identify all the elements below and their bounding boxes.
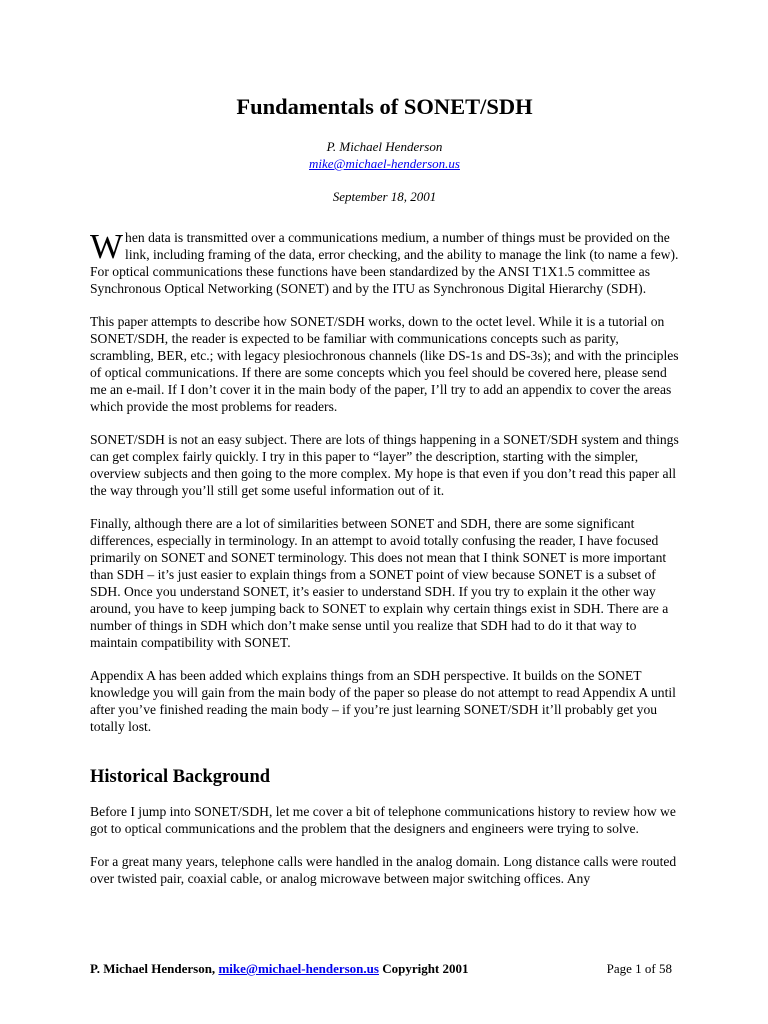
author-name: P. Michael Henderson bbox=[326, 139, 443, 154]
body-paragraph: Finally, although there are a lot of similarities between SONET and SDH, there are some significant differences, especially in terminology. In an attempt to avoid totally confusing the reader, I have focused primarily on SONET and SONET terminology. This does not mean that I think SONET is more important than SDH – it’s just easier to explain things from a SONET point of view because SONET is a subset of SDH. Once you understand SONET, it’s easier to understand SDH. If you try to explain it the other way around, you have to keep jumping back to SONET to explain why certain things exist in SDH. There are a number of things in SDH which don’t make sense until you realize that SDH had to do it that way to maintain compatibility with SONET. bbox=[90, 516, 669, 650]
author-email-link[interactable]: mike@michael-henderson.us bbox=[309, 156, 460, 171]
footer-email-link[interactable]: mike@michael-henderson.us bbox=[218, 961, 379, 976]
footer-left bbox=[90, 960, 469, 977]
section-paragraph: Before I jump into SONET/SDH, let me cover a bit of telephone communications history to review how we got to optical communications and the problem that the designers and engineers were trying to solve. bbox=[90, 804, 676, 836]
body-paragraph: This paper attempts to describe how SONET/SDH works, down to the octet level. While it is a tutorial on SONET/SDH, the reader is expected to be familiar with communications concepts such as parity, scrambling, BER, etc.; with legacy plesiochronous channels (like DS-1s and DS-3s); and with the principles of optical communications. If there are some concepts which you feel should be covered here, please send me an e-mail. If I don’t cover it in the main body of the paper, I’ll try to add an appendix to cover the areas which provide the most problems for readers. bbox=[90, 314, 679, 414]
section-paragraph: For a great many years, telephone calls were handled in the analog domain. Long distance calls were routed over twisted pair, coaxial cable, or analog microwave between major switching offices. Any bbox=[90, 854, 677, 886]
drop-cap: W bbox=[90, 227, 124, 266]
intro-paragraph bbox=[90, 229, 679, 297]
page-number: Page 1 of 58 bbox=[606, 961, 672, 976]
section-heading: Historical Background bbox=[90, 767, 271, 787]
body-paragraph: Appendix A has been added which explains things from an SDH perspective. It builds on the SONET knowledge you will gain from the main body of the paper so please do not attempt to read Appendix A until after you’ve finished reading the main body – if you’re just learning SONET/SDH it’ll probably get you totally lost. bbox=[90, 668, 676, 734]
intro-text: hen data is transmitted over a communications medium, a number of things must be provided on the link, including framing of the data, error checking, and the ability to manage the link (to name a few). For optical communications these functions have been standardized by the ANSI T1X1.5 committee as Synchronous Optical Networking (SONET) and by the ITU as Synchronous Digital Hierarchy (SDH). bbox=[90, 230, 679, 296]
footer-copyright: Copyright 2001 bbox=[382, 961, 469, 976]
document-title: Fundamentals of SONET/SDH bbox=[236, 94, 533, 119]
author-block bbox=[90, 138, 679, 172]
body-paragraph: SONET/SDH is not an easy subject. There are lots of things happening in a SONET/SDH system and things can get complex fairly quickly. I try in this paper to “layer” the description, starting with the simpler, overview subjects and then going to the more complex. My hope is that even if you don’t read this paper all the way through you’ll still get some useful information out of it. bbox=[90, 432, 679, 498]
document-date: September 18, 2001 bbox=[332, 189, 437, 204]
footer-author: P. Michael Henderson, bbox=[90, 961, 216, 976]
page-footer bbox=[90, 960, 672, 977]
